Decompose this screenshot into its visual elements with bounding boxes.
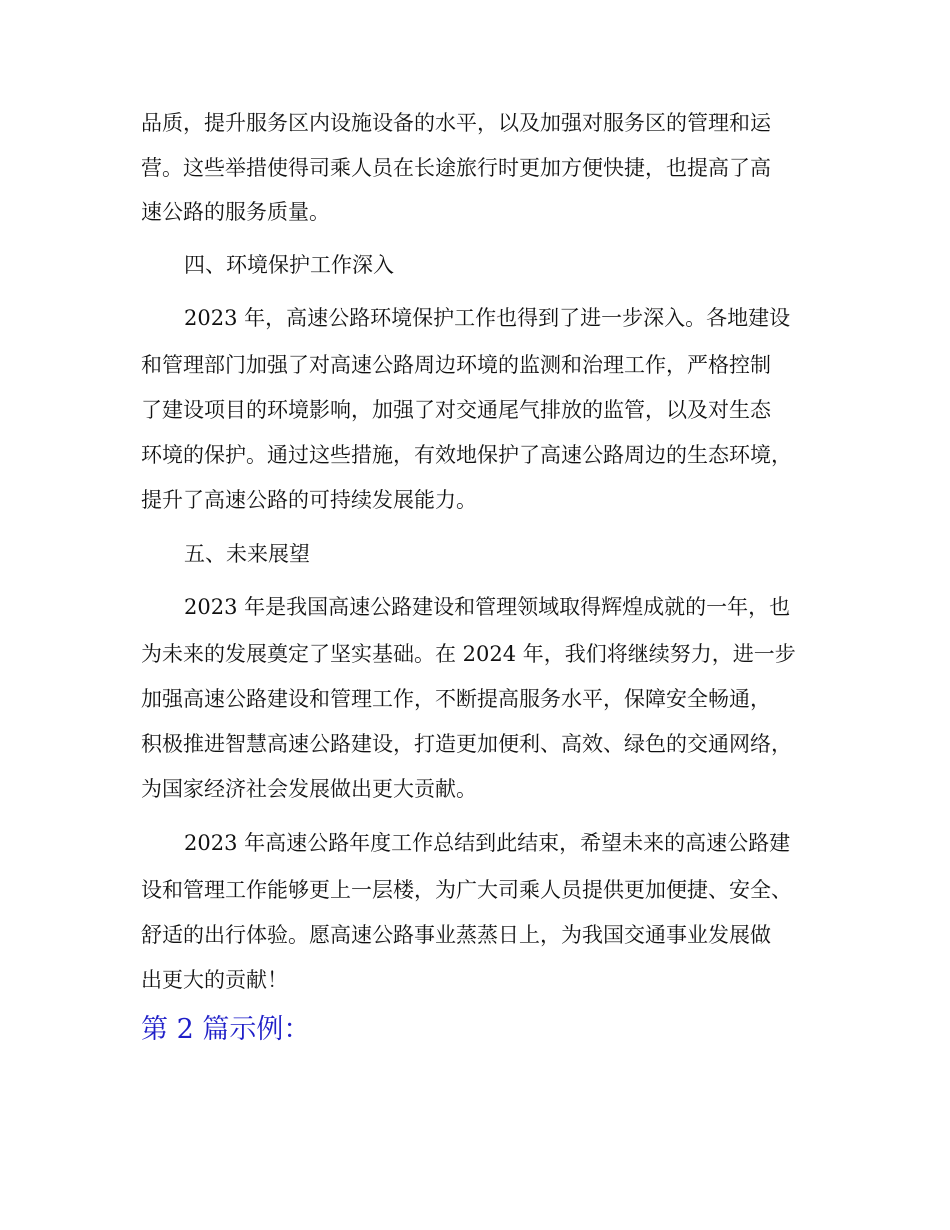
paragraph-line: 2023 年高速公路年度工作总结到此结束，希望未来的高速公路建: [184, 831, 791, 855]
example-heading: 第 2 篇示例：: [141, 1014, 311, 1045]
paragraph-line: 设和管理工作能够更上一层楼，为广大司乘人员提供更加便捷、安全、: [141, 878, 792, 902]
paragraph-line: 2023 年是我国高速公路建设和管理领域取得辉煌成就的一年，也: [184, 595, 791, 619]
paragraph-line: 品质，提升服务区内设施设备的水平，以及加强对服务区的管理和运: [141, 111, 771, 135]
paragraph-line: 速公路的服务质量。: [141, 200, 330, 224]
section-heading: 四、环境保护工作深入: [184, 253, 394, 277]
paragraph-line: 环境的保护。通过这些措施，有效地保护了高速公路周边的生态环境，: [141, 443, 792, 467]
paragraph-line: 提升了高速公路的可持续发展能力。: [141, 488, 477, 512]
paragraph-line: 2023 年，高速公路环境保护工作也得到了进一步深入。各地建设: [184, 306, 791, 330]
paragraph-line: 营。这些举措使得司乘人员在长途旅行时更加方便快捷，也提高了高: [141, 156, 771, 180]
paragraph-line: 出更大的贡献！: [141, 968, 288, 992]
paragraph-line: 积极推进智慧高速公路建设，打造更加便利、高效、绿色的交通网络，: [141, 732, 792, 756]
paragraph-line: 加强高速公路建设和管理工作，不断提高服务水平，保障安全畅通，: [141, 687, 771, 711]
paragraph-line: 了建设项目的环境影响，加强了对交通尾气排放的监管，以及对生态: [141, 398, 771, 422]
paragraph-line: 为国家经济社会发展做出更大贡献。: [141, 777, 477, 801]
section-heading: 五、未来展望: [184, 542, 310, 566]
paragraph-line: 和管理部门加强了对高速公路周边环境的监测和治理工作，严格控制: [141, 353, 771, 377]
paragraph-line: 舒适的出行体验。愿高速公路事业蒸蒸日上，为我国交通事业发展做: [141, 923, 771, 947]
paragraph-line: 为未来的发展奠定了坚实基础。在 2024 年，我们将继续努力，进一步: [141, 642, 796, 666]
